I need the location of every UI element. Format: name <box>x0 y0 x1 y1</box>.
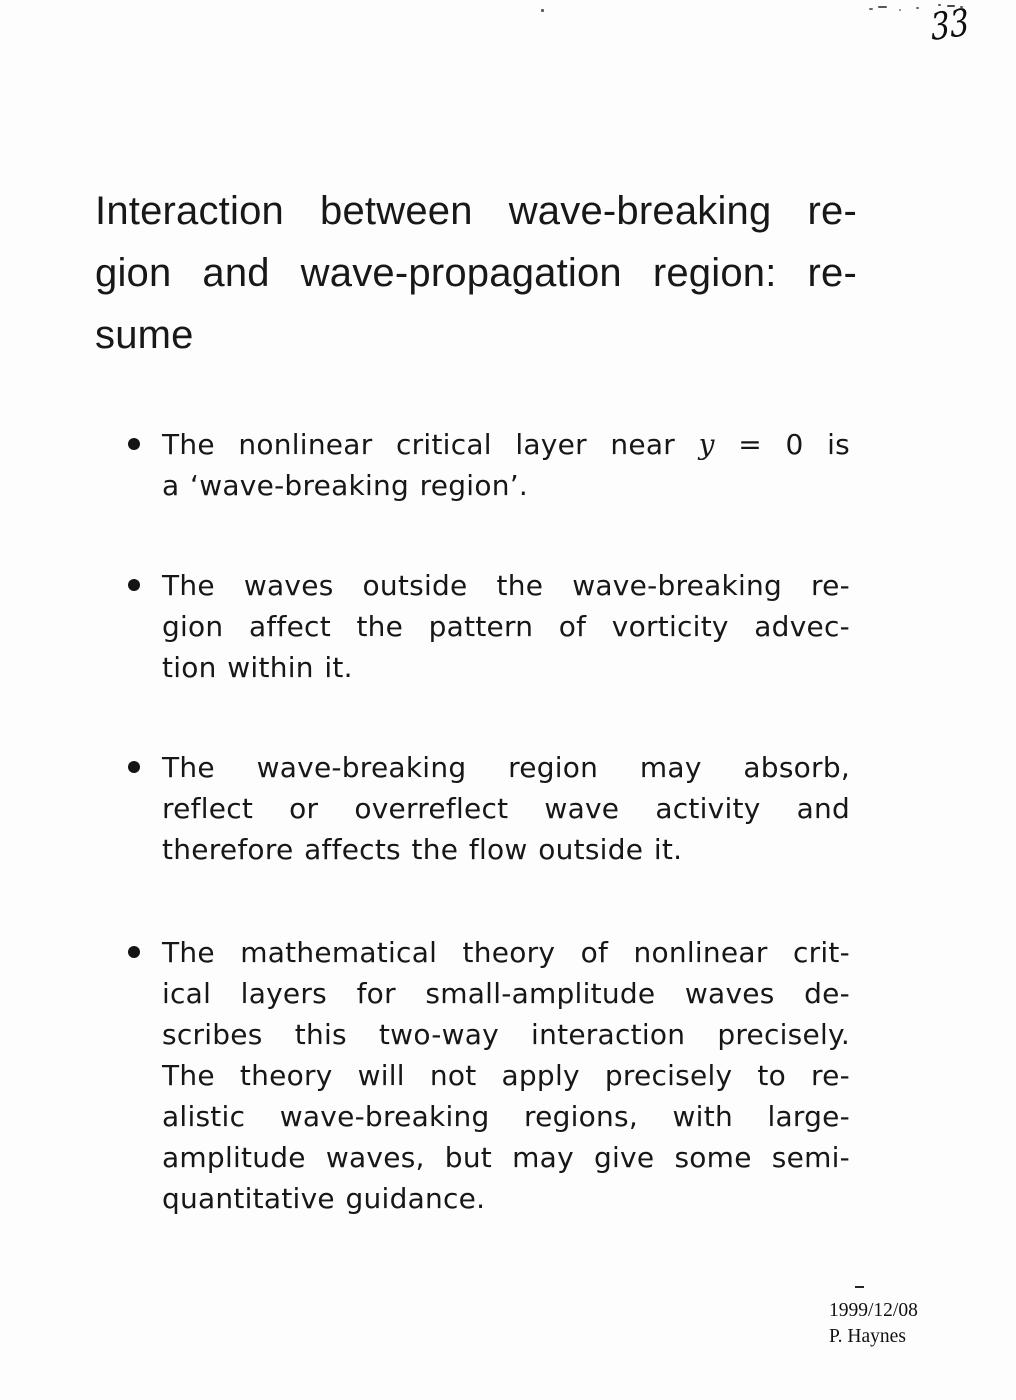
bullet-marker-icon <box>128 946 140 958</box>
bullet-2-line-2: gion affect the pattern of vorticity advec- <box>162 610 850 643</box>
bullet-4-line-2: ical layers for small-amplitude waves de- <box>162 977 850 1010</box>
footer <box>829 1284 918 1350</box>
footer-author: P. Haynes <box>829 1326 906 1347</box>
bullet-1-text-post: = 0 is <box>714 428 850 461</box>
bullet-item-2 <box>128 565 850 688</box>
bullet-3-line-3: therefore affects the flow outside it. <box>162 833 683 866</box>
scan-speck <box>916 7 919 9</box>
bullet-2-line-3: tion within it. <box>162 651 353 684</box>
bullet-2-line-1: The waves outside the wave-breaking re- <box>162 569 850 602</box>
bullet-marker-icon <box>128 761 140 773</box>
bullet-item-3 <box>128 747 850 870</box>
bullet-1-text-pre: The nonlinear critical layer near <box>162 428 699 461</box>
bullet-marker-icon <box>128 579 140 591</box>
footer-dash-mark <box>855 1286 864 1288</box>
handwritten-page-number: 33 <box>929 0 971 49</box>
bullet-3-line-2: reflect or overreflect wave activity and <box>162 792 850 825</box>
scan-speck <box>899 9 901 11</box>
bullet-1-line-2: a ‘wave-breaking region’. <box>162 469 528 502</box>
title-line-3: sume <box>95 313 194 357</box>
slide-title <box>95 180 857 366</box>
bullet-4-line-7: quantitative guidance. <box>162 1182 486 1215</box>
math-variable-y: y <box>698 428 715 461</box>
scan-speck <box>869 8 873 10</box>
bullet-item-4 <box>128 932 850 1219</box>
bullet-4-line-5: alistic wave-breaking regions, with large- <box>162 1100 850 1133</box>
bullet-4-line-3: scribes this two-way interaction precisely. <box>162 1018 850 1051</box>
bullet-item-1 <box>128 424 850 506</box>
scan-speck <box>541 9 544 12</box>
bullet-3-line-1: The wave-breaking region may absorb, <box>162 751 850 784</box>
bullet-4-line-6: amplitude waves, but may give some semi- <box>162 1141 850 1174</box>
footer-date: 1999/12/08 <box>829 1300 918 1321</box>
scan-speck <box>878 6 887 8</box>
title-line-1: Interaction between wave-breaking re- <box>95 189 857 233</box>
bullet-4-line-4: The theory will not apply precisely to re- <box>162 1059 850 1092</box>
bullet-4-line-1: The mathematical theory of nonlinear crit- <box>162 936 850 969</box>
bullet-marker-icon <box>128 438 140 450</box>
title-line-2: gion and wave-propagation region: re- <box>95 251 857 295</box>
bullet-1-line-1 <box>162 424 850 465</box>
